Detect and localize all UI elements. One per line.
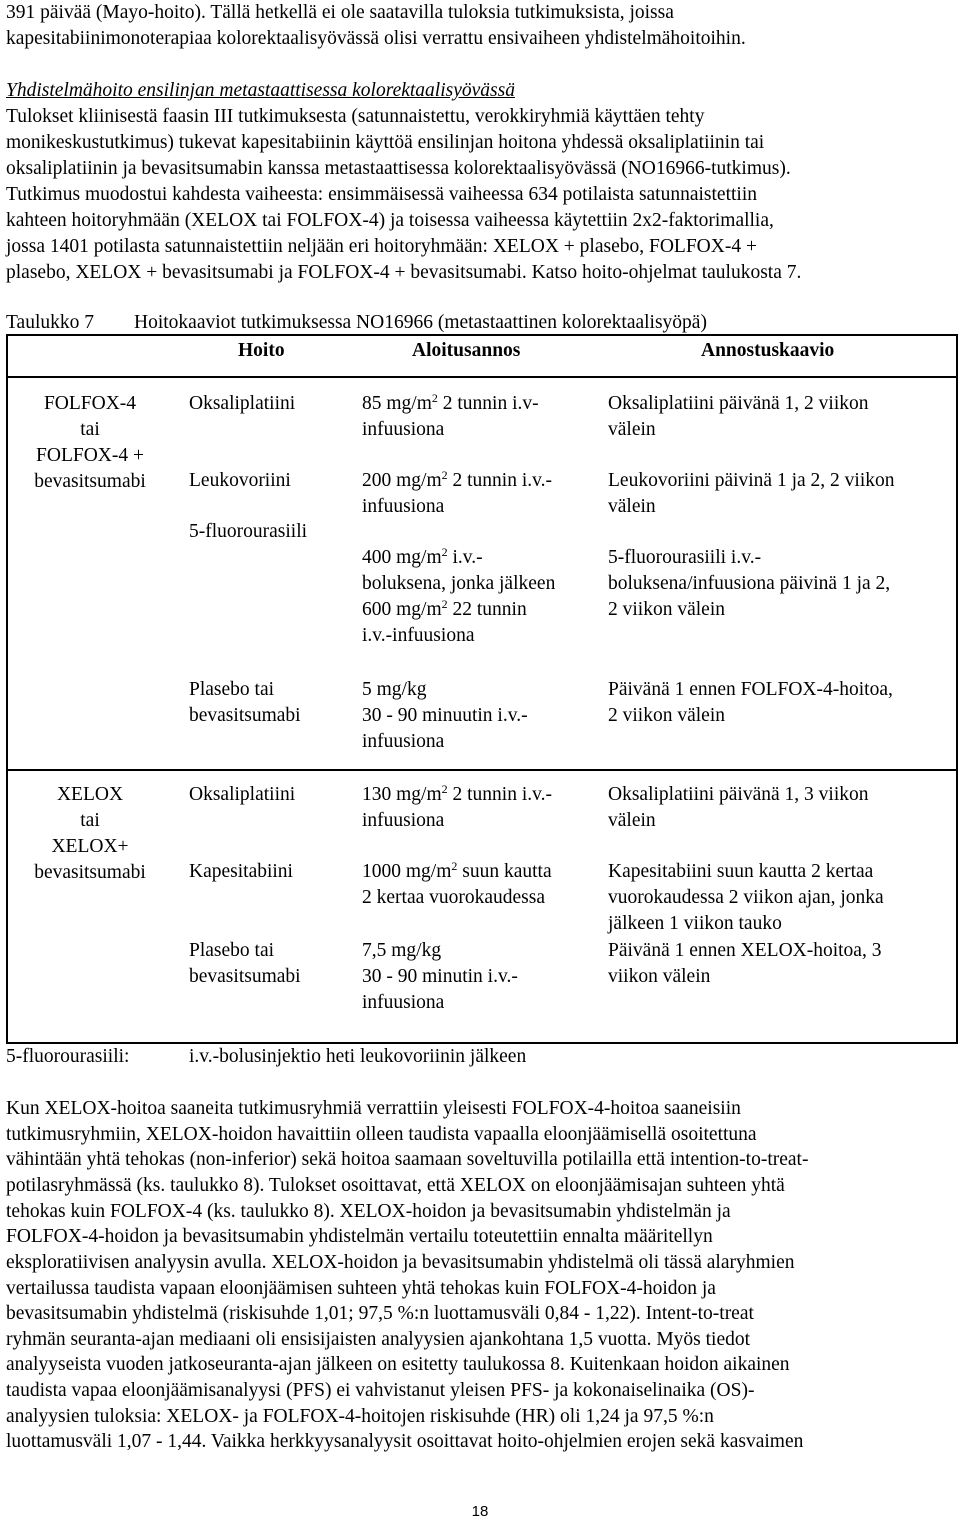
schedule-text: Oksaliplatiini päivänä 1, 3 viikon — [608, 784, 869, 805]
dose-text: 2 kertaa vuorokaudessa — [362, 887, 546, 908]
dose-text: 30 - 90 minutin i.v.- — [362, 966, 518, 987]
table-caption-text: Hoitokaaviot tutkimuksessa NO16966 (metastaattinen kolorektaalisyöpä) — [134, 312, 707, 333]
schedule-cell — [608, 938, 881, 990]
drug-name-line: bevasitsumabi — [189, 966, 301, 987]
dose-text: infuusiona — [362, 419, 445, 440]
schedule-text: boluksena/infuusiona päivinä 1 ja 2, — [608, 573, 891, 594]
dose-cell — [362, 677, 528, 755]
schedule-text: välein — [608, 496, 656, 517]
table-divider — [6, 769, 958, 771]
schedule-text: välein — [608, 419, 656, 440]
results-line: tutkimusryhmiin, XELOX-hoidon havaittiin olleen taudista vapaalla eloonjäämisellä osoitettuna — [6, 1124, 757, 1145]
table-footnote-label: 5-fluorourasiili: — [6, 1046, 130, 1067]
dose-exponent: 2 — [441, 468, 448, 482]
table-header-aloitusannos: Aloitusannos — [412, 340, 521, 361]
schedule-text: viikon välein — [608, 966, 711, 987]
schedule-text: Oksaliplatiini päivänä 1, 2 viikon — [608, 393, 869, 414]
schedule-text: jälkeen 1 viikon tauko — [608, 913, 782, 934]
schedule-text: 2 viikon välein — [608, 705, 725, 726]
results-line: luottamusväli 1,07 - 1,44. Vaikka herkkyysanalyysit osoittavat hoito-ohjelmien erojen sekä kasvaimen — [6, 1431, 804, 1452]
section-line: kahteen hoitoryhmään (XELOX tai FOLFOX-4) ja toisessa vaiheessa käytettiin 2x2-faktorimallia, — [6, 210, 774, 231]
intro-line: 391 päivää (Mayo-hoito). Tällä hetkellä ei ole saatavilla tuloksia tutkimuksista, joissa — [6, 2, 674, 23]
dose-text: 30 - 90 minuutin i.v.- — [362, 705, 528, 726]
regimen-line: XELOX — [56, 784, 124, 805]
schedule-text: Kapesitabiini suun kautta 2 kertaa — [608, 861, 874, 882]
results-line: eksploratiivisen analyysin avulla. XELOX-hoidon ja bevasitsumabin yhdistelmä oli tässä alaryhmien — [6, 1252, 795, 1273]
schedule-text: Leukovoriini päivinä 1 ja 2, 2 viikon — [608, 470, 895, 491]
regimen-line: FOLFOX-4 — [43, 393, 137, 414]
dose-exponent: 2 — [451, 859, 458, 873]
dose-exponent: 2 — [431, 391, 438, 405]
dose-text: boluksena, jonka jälkeen — [362, 573, 556, 594]
dose-text: i.v.-infuusiona — [362, 625, 475, 646]
schedule-cell — [608, 782, 869, 834]
table-footnote-text: i.v.-bolusinjektio heti leukovoriinin jälkeen — [189, 1046, 527, 1067]
section-line: plasebo, XELOX + bevasitsumabi ja FOLFOX-4 + bevasitsumabi. Katso hoito-ohjelmat taulukosta 7. — [6, 262, 802, 283]
drug-name — [189, 938, 301, 990]
dose-text: 600 mg/m — [362, 599, 442, 620]
drug-name: Oksaliplatiini — [189, 784, 296, 805]
dose-text: infuusiona — [362, 731, 445, 752]
results-line: vertailussa taudista vapaan eloonjäämisen suhteen yhtä tehokas kuin FOLFOX-4-hoidon ja — [6, 1278, 716, 1299]
results-line: ryhmän seuranta-ajan mediaani oli ensisijaisten analyysien ajankohtana 1,5 vuotta. Myös tiedot — [6, 1329, 751, 1350]
dose-cell — [362, 468, 552, 520]
regimen-cell — [10, 391, 170, 495]
section-line: jossa 1401 potilasta satunnaistettiin neljään eri hoitoryhmään: XELOX + plasebo, FOLFOX-4 + — [6, 236, 757, 257]
regimen-cell — [10, 782, 170, 886]
drug-name-line: bevasitsumabi — [189, 705, 301, 726]
drug-name: 5-fluorourasiili — [189, 521, 308, 542]
drug-name: Leukovoriini — [189, 470, 291, 491]
results-line: analyysien tuloksia: XELOX- ja FOLFOX-4-hoitojen riskisuhde (HR) oli 1,24 ja 97,5 %:n — [6, 1406, 714, 1427]
section-line: Tutkimus muodostui kahdesta vaiheesta: ensimmäisessä vaiheessa 634 potilaista satunnaistettiin — [6, 184, 758, 205]
schedule-cell — [608, 468, 895, 520]
regimen-line: FOLFOX-4 + — [36, 445, 144, 466]
schedule-cell — [608, 545, 890, 623]
regimen-line: bevasitsumabi — [34, 862, 146, 883]
dose-text: 5 mg/kg — [362, 679, 427, 700]
dose-cell — [362, 938, 518, 1016]
dose-exponent: 2 — [441, 545, 448, 559]
table-caption-label: Taulukko 7 — [6, 312, 94, 333]
results-line: bevasitsumabin yhdistelmä (riskisuhde 1,01; 97,5 %:n luottamusväli 0,84 - 1,22). Intent-to-treat — [6, 1303, 754, 1324]
dose-text: 200 mg/m — [362, 470, 442, 491]
schedule-text: Päivänä 1 ennen FOLFOX-4-hoitoa, — [608, 679, 893, 700]
dose-text: infuusiona — [362, 992, 445, 1013]
page-number: 18 — [471, 1503, 489, 1520]
regimen-line: XELOX+ — [51, 836, 129, 857]
schedule-cell — [608, 391, 869, 443]
dose-text: 400 mg/m — [362, 547, 442, 568]
dose-cell — [362, 545, 555, 649]
dose-text: i.v.- — [447, 547, 483, 568]
schedule-text: 2 viikon välein — [608, 599, 725, 620]
regimen-line: tai — [80, 419, 100, 440]
dose-text: 2 tunnin i.v- — [437, 393, 539, 414]
dose-text: 130 mg/m — [362, 784, 442, 805]
dose-text: 1000 mg/m — [362, 861, 452, 882]
section-line: oksaliplatiinin ja bevasitsumabin kanssa metastaattisessa kolorektaalisyövässä (NO16966-tutkimus). — [6, 158, 791, 179]
results-line: taudista vapaa eloonjäämisanalyysi (PFS) ei vahvistanut yleisen PFS- ja kokonaiselinaika (OS)- — [6, 1380, 755, 1401]
dose-cell — [362, 859, 552, 911]
dose-text: 7,5 mg/kg — [362, 940, 442, 961]
drug-name-line: Plasebo tai — [189, 940, 275, 961]
results-line: tehokas kuin FOLFOX-4 (ks. taulukko 8). XELOX-hoidon ja bevasitsumabin yhdistelmän ja — [6, 1201, 731, 1222]
dose-text: 85 mg/m — [362, 393, 432, 414]
dose-text: 2 tunnin i.v.- — [447, 470, 552, 491]
section-heading: Yhdistelmähoito ensilinjan metastaattisessa kolorektaalisyövässä — [6, 80, 515, 101]
intro-line: kapesitabiinimonoterapiaa kolorektaalisyövässä olisi verrattu ensivaiheen yhdistelmähoitoihin. — [6, 28, 746, 49]
table-header-annostuskaavio: Annostuskaavio — [701, 340, 835, 361]
regimen-line: tai — [80, 810, 100, 831]
schedule-cell — [608, 859, 884, 937]
table-divider — [6, 376, 958, 378]
schedule-text: vuorokaudessa 2 viikon ajan, jonka — [608, 887, 884, 908]
dose-text: 2 tunnin i.v.- — [447, 784, 552, 805]
regimen-line: bevasitsumabi — [34, 471, 146, 492]
dose-cell — [362, 782, 552, 834]
section-line: Tulokset kliinisestä faasin III tutkimuksesta (satunnaistettu, verokkiryhmiä käyttäen tehty — [6, 106, 705, 127]
schedule-text: välein — [608, 810, 656, 831]
dose-text: infuusiona — [362, 810, 445, 831]
dose-exponent: 2 — [441, 782, 448, 796]
drug-name-line: Plasebo tai — [189, 679, 275, 700]
drug-name — [189, 677, 301, 729]
results-line: analyyseista vuoden jatkoseuranta-ajan jälkeen on esitetty taulukossa 8. Kuitenkaan hoidon aikainen — [6, 1354, 790, 1375]
dose-text: suun kautta — [457, 861, 552, 882]
schedule-text: Päivänä 1 ennen XELOX-hoitoa, 3 — [608, 940, 882, 961]
dose-text: infuusiona — [362, 496, 445, 517]
drug-name: Kapesitabiini — [189, 861, 293, 882]
section-line: monikeskustutkimus) tukevat kapesitabiinin käyttöä ensilinjan hoitona yhdessä oksaliplatiinin tai — [6, 132, 765, 153]
dose-text: 22 tunnin — [447, 599, 527, 620]
results-line: FOLFOX-4-hoidon ja bevasitsumabin yhdistelmän vertailu toteutettiin ennalta määritellyn — [6, 1226, 713, 1247]
table-header-hoito: Hoito — [238, 340, 285, 361]
results-line: potilasryhmässä (ks. taulukko 8). Tulokset osoittavat, että XELOX on eloonjäämisajan suhteen yhtä — [6, 1175, 785, 1196]
results-line: Kun XELOX-hoitoa saaneita tutkimusryhmiä verrattiin yleisesti FOLFOX-4-hoitoa saaneisiin — [6, 1098, 741, 1119]
schedule-cell — [608, 677, 893, 729]
schedule-text: 5-fluorourasiili i.v.- — [608, 547, 762, 568]
dose-cell — [362, 391, 539, 443]
drug-name: Oksaliplatiini — [189, 393, 296, 414]
dose-exponent: 2 — [441, 597, 448, 611]
results-line: vähintään yhtä tehokas (non-inferior) sekä hoitoa saamaan soveltuvilla potilailla että intention-to-treat- — [6, 1149, 809, 1170]
